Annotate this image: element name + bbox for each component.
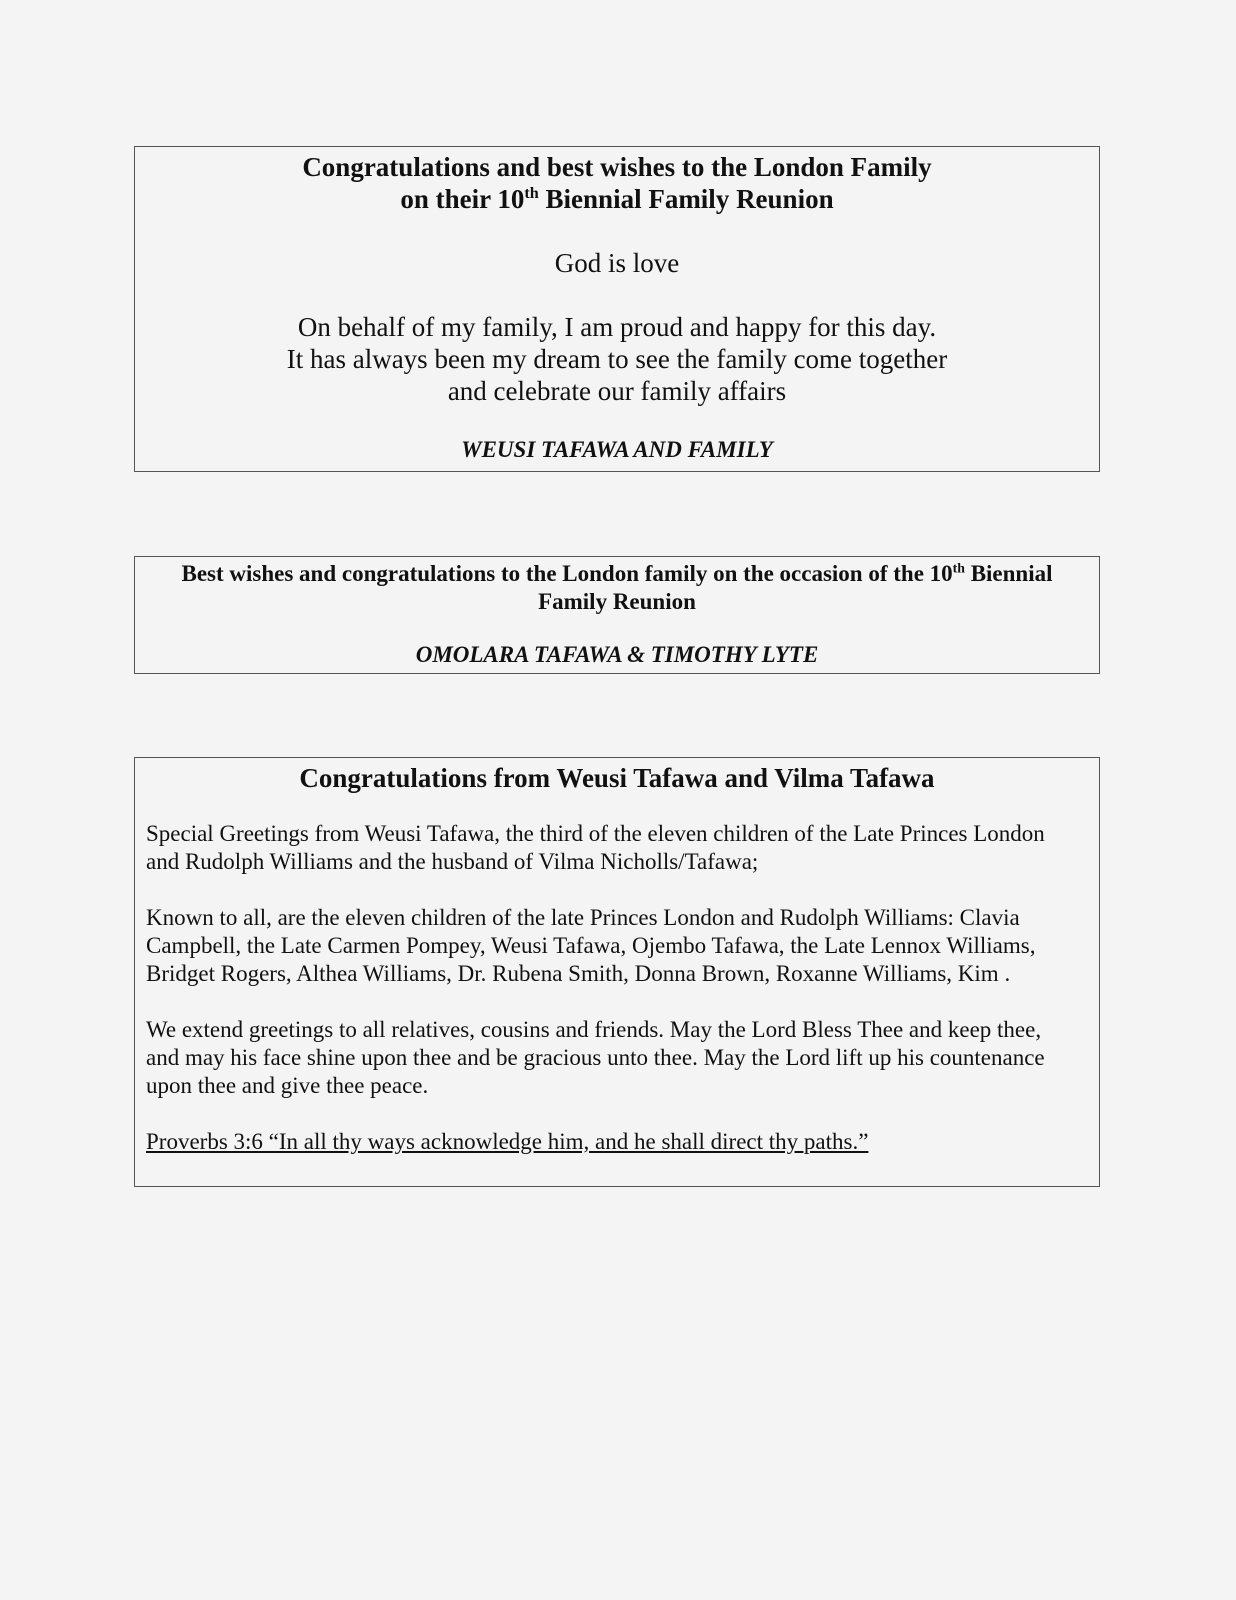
god-is-love-text: God is love <box>554 248 680 278</box>
greeting-title-line1: Congratulations and best wishes to the London Family <box>302 152 932 182</box>
blessing-paragraph: We extend greetings to all relatives, cousins and friends. May the Lord Bless Thee and keep thee, and may his face shine upon thee and be gracious unto thee. May the Lord lift up his countenance upon thee and give thee peace. <box>146 1017 1045 1098</box>
children-list-paragraph: Known to all, are the eleven children of the late Princes London and Rudolph Williams: Clavia Campbell, the Late Carmen Pompey, Weusi Tafawa, Ojembo Tafawa, the Late Lennox Williams, Bridget Rogers, Althea Williams, Dr. Rubena Smith, Donna Brown, Roxanne Williams, Kim . <box>146 905 1036 986</box>
greeting-title: Congratulations from Weusi Tafawa and Vilma Tafawa <box>299 763 935 793</box>
greeting-title <box>135 151 1099 215</box>
message-line: and celebrate our family affairs <box>447 376 787 406</box>
greeting-message <box>135 311 1099 407</box>
greeting-signature: WEUSI TAFAWA AND FAMILY <box>461 437 773 462</box>
reunion-greeting-box-weusi-vilma <box>134 757 1100 1187</box>
greeting-title: Best wishes and congratulations to the London family on the occasion of the 10th Biennial Family Reunion <box>181 560 1053 614</box>
greeting-paragraph: Special Greetings from Weusi Tafawa, the third of the eleven children of the Late Princes London and Rudolph Williams and the husband of Vilma Nicholls/Tafawa; <box>146 821 1045 874</box>
message-line: It has always been my dream to see the family come together <box>286 344 948 374</box>
reunion-greeting-box-omolara <box>134 556 1100 674</box>
proverb-quote: Proverbs 3:6 “In all thy ways acknowledge him, and he shall direct thy paths.” <box>146 1129 869 1154</box>
greeting-signature: OMOLARA TAFAWA & TIMOTHY LYTE <box>415 642 819 667</box>
greeting-title-line2: on their 10th Biennial Family Reunion <box>400 184 834 214</box>
reunion-greeting-box-weusi-family <box>134 146 1100 472</box>
message-line: On behalf of my family, I am proud and happy for this day. <box>297 312 937 342</box>
